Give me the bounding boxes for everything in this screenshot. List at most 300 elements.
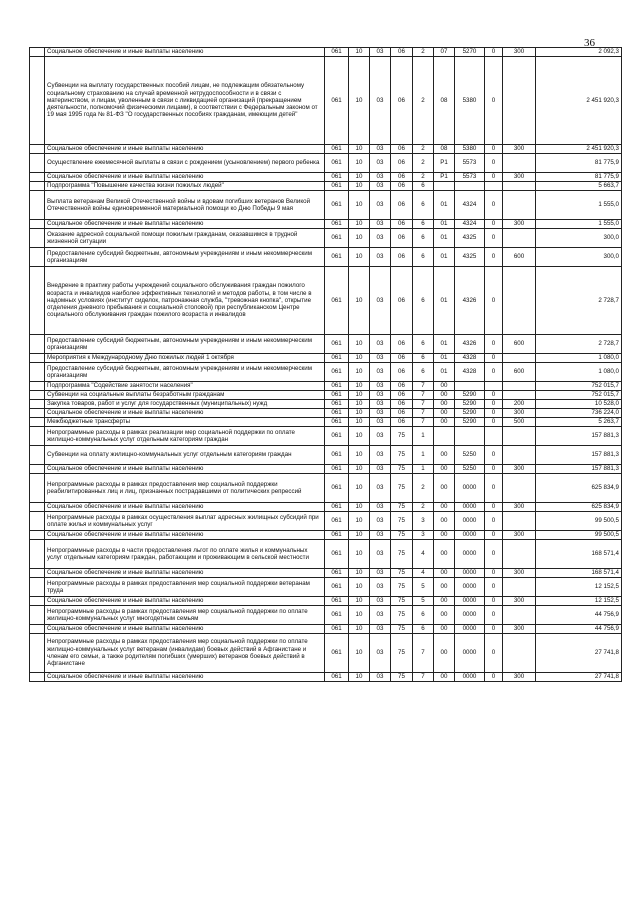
code-cell-6: 00 xyxy=(434,540,455,569)
code-cell-5: 2 xyxy=(413,173,434,182)
code-cell-6: 00 xyxy=(434,409,455,418)
code-cell-6: 01 xyxy=(434,229,455,248)
code-cell-7 xyxy=(455,427,485,446)
code-cell-6: 01 xyxy=(434,267,455,335)
code-cell-3: 03 xyxy=(370,597,391,606)
code-cell-3: 03 xyxy=(370,57,391,145)
code-cell-2: 10 xyxy=(349,597,370,606)
code-cell-2: 10 xyxy=(349,418,370,427)
table-row xyxy=(30,512,622,531)
row-number-cell xyxy=(30,597,45,606)
code-cell-7: 5290 xyxy=(455,400,485,409)
row-number-cell xyxy=(30,540,45,569)
table-row xyxy=(30,267,622,335)
code-cell-2: 10 xyxy=(349,248,370,267)
code-cell-9: 300 xyxy=(503,673,536,682)
code-cell-7: 0000 xyxy=(455,531,485,540)
code-cell-1: 061 xyxy=(325,503,349,512)
code-cell-5: 7 xyxy=(413,400,434,409)
expense-name-cell: Субвенции на оплату жилищно-коммунальных услуг отдельным категориям граждан xyxy=(45,446,325,465)
code-cell-6: 00 xyxy=(434,578,455,597)
code-cell-9: 300 xyxy=(503,531,536,540)
code-cell-6: 00 xyxy=(434,418,455,427)
row-number-cell xyxy=(30,465,45,474)
code-cell-1: 061 xyxy=(325,531,349,540)
table-row xyxy=(30,173,622,182)
code-cell-7: 5250 xyxy=(455,446,485,465)
table-row xyxy=(30,597,622,606)
code-cell-5: 1 xyxy=(413,465,434,474)
code-cell-9: 600 xyxy=(503,363,536,382)
code-cell-7: 0000 xyxy=(455,625,485,634)
expense-name-cell: Непрограммные расходы в рамках предоставления мер социальной поддержки по оплате жилищно-коммунальных услуг ветеранам (инвалидам) боевых действий в Афганистане и членам его семьи, а также родителям погибших (умерших) ветеранов боевых действий в Афганистане xyxy=(45,634,325,673)
code-cell-1: 061 xyxy=(325,267,349,335)
code-cell-6: 07 xyxy=(434,48,455,57)
code-cell-8: 0 xyxy=(485,578,503,597)
code-cell-5: 2 xyxy=(413,503,434,512)
amount-cell: 2 092,3 xyxy=(536,48,622,57)
code-cell-8: 0 xyxy=(485,503,503,512)
code-cell-8 xyxy=(485,182,503,191)
expense-name-cell: Предоставление субсидий бюджетным, автономным учреждениям и иным некоммерческим организациям xyxy=(45,248,325,267)
code-cell-2: 10 xyxy=(349,57,370,145)
amount-cell: 5 263,7 xyxy=(536,418,622,427)
expense-name-cell: Непрограммные расходы в рамках реализации мер социальной поддержки по оплате жилищно-коммунальных услуг отдельным категориям граждан xyxy=(45,427,325,446)
amount-cell: 1 555,0 xyxy=(536,220,622,229)
amount-cell: 44 756,9 xyxy=(536,625,622,634)
code-cell-8: 0 xyxy=(485,191,503,220)
code-cell-5: 6 xyxy=(413,191,434,220)
code-cell-3: 03 xyxy=(370,427,391,446)
code-cell-9: 300 xyxy=(503,597,536,606)
code-cell-7: 5290 xyxy=(455,391,485,400)
table-row xyxy=(30,182,622,191)
code-cell-1: 061 xyxy=(325,229,349,248)
row-number-cell xyxy=(30,512,45,531)
code-cell-6: 00 xyxy=(434,400,455,409)
code-cell-8: 0 xyxy=(485,354,503,363)
code-cell-4: 75 xyxy=(391,531,413,540)
code-cell-2: 10 xyxy=(349,427,370,446)
code-cell-4: 75 xyxy=(391,569,413,578)
code-cell-7: 0000 xyxy=(455,503,485,512)
expense-name-cell: Социальное обеспечение и иные выплаты населению xyxy=(45,597,325,606)
amount-cell: 625 834,9 xyxy=(536,474,622,503)
table-row xyxy=(30,418,622,427)
amount-cell: 1 555,0 xyxy=(536,191,622,220)
code-cell-9: 300 xyxy=(503,465,536,474)
code-cell-7: 5573 xyxy=(455,173,485,182)
code-cell-3: 03 xyxy=(370,154,391,173)
code-cell-5: 7 xyxy=(413,409,434,418)
code-cell-4: 75 xyxy=(391,503,413,512)
code-cell-8: 0 xyxy=(485,154,503,173)
row-number-cell xyxy=(30,363,45,382)
code-cell-4: 06 xyxy=(391,335,413,354)
table-row xyxy=(30,48,622,57)
code-cell-5: 5 xyxy=(413,597,434,606)
code-cell-7: 0000 xyxy=(455,606,485,625)
code-cell-4: 06 xyxy=(391,418,413,427)
table-row xyxy=(30,154,622,173)
code-cell-9: 300 xyxy=(503,569,536,578)
expense-name-cell: Предоставление субсидий бюджетным, автономным учреждениям и иным некоммерческим организациям xyxy=(45,363,325,382)
table-row xyxy=(30,446,622,465)
code-cell-2: 10 xyxy=(349,335,370,354)
row-number-cell xyxy=(30,625,45,634)
amount-cell: 1 080,0 xyxy=(536,363,622,382)
amount-cell: 2 451 920,3 xyxy=(536,145,622,154)
row-number-cell xyxy=(30,267,45,335)
code-cell-9: 300 xyxy=(503,503,536,512)
row-number-cell xyxy=(30,531,45,540)
row-number-cell xyxy=(30,182,45,191)
amount-cell: 2 728,7 xyxy=(536,335,622,354)
code-cell-1: 061 xyxy=(325,248,349,267)
code-cell-5: 2 xyxy=(413,474,434,503)
code-cell-3: 03 xyxy=(370,634,391,673)
expense-name-cell: Непрограммные расходы в рамках осуществления выплат адресных жилищных субсидий при оплате жилья и коммунальных услуг xyxy=(45,512,325,531)
expense-name-cell: Предоставление субсидий бюджетным, автономным учреждениям и иным некоммерческим организациям xyxy=(45,335,325,354)
code-cell-6: 01 xyxy=(434,191,455,220)
expense-name-cell: Социальное обеспечение и иные выплаты населению xyxy=(45,625,325,634)
code-cell-6: 01 xyxy=(434,363,455,382)
code-cell-8: 0 xyxy=(485,531,503,540)
expense-name-cell: Социальное обеспечение и иные выплаты населению xyxy=(45,48,325,57)
row-number-cell xyxy=(30,382,45,391)
amount-cell: 12 152,5 xyxy=(536,578,622,597)
code-cell-5: 2 xyxy=(413,145,434,154)
code-cell-7 xyxy=(455,382,485,391)
code-cell-2: 10 xyxy=(349,512,370,531)
code-cell-8: 0 xyxy=(485,474,503,503)
code-cell-9: 600 xyxy=(503,335,536,354)
expense-name-cell: Социальное обеспечение и иные выплаты населению xyxy=(45,145,325,154)
code-cell-3: 03 xyxy=(370,229,391,248)
expense-name-cell: Социальное обеспечение и иные выплаты населению xyxy=(45,220,325,229)
budget-table xyxy=(29,47,622,682)
code-cell-8: 0 xyxy=(485,597,503,606)
code-cell-1: 061 xyxy=(325,606,349,625)
amount-cell: 300,0 xyxy=(536,248,622,267)
amount-cell: 157 881,3 xyxy=(536,465,622,474)
amount-cell: 12 152,5 xyxy=(536,597,622,606)
code-cell-1: 061 xyxy=(325,363,349,382)
code-cell-1: 061 xyxy=(325,400,349,409)
code-cell-7: 5573 xyxy=(455,154,485,173)
code-cell-4: 75 xyxy=(391,597,413,606)
code-cell-9 xyxy=(503,446,536,465)
code-cell-5: 7 xyxy=(413,673,434,682)
code-cell-2: 10 xyxy=(349,220,370,229)
code-cell-5: 1 xyxy=(413,446,434,465)
code-cell-7: 0000 xyxy=(455,512,485,531)
code-cell-9 xyxy=(503,427,536,446)
code-cell-1: 061 xyxy=(325,145,349,154)
table-row xyxy=(30,391,622,400)
amount-cell: 27 741,8 xyxy=(536,634,622,673)
code-cell-4: 75 xyxy=(391,606,413,625)
code-cell-8: 0 xyxy=(485,625,503,634)
code-cell-4: 06 xyxy=(391,145,413,154)
code-cell-7: 4325 xyxy=(455,248,485,267)
expense-name-cell: Закупка товаров, работ и услуг для государственных (муниципальных) нужд xyxy=(45,400,325,409)
table-row xyxy=(30,229,622,248)
code-cell-4: 06 xyxy=(391,220,413,229)
expense-name-cell: Оказание адресной социальной помощи пожилым гражданам, оказавшимся в трудной жизненной ситуации xyxy=(45,229,325,248)
code-cell-7: 0000 xyxy=(455,673,485,682)
code-cell-1: 061 xyxy=(325,512,349,531)
code-cell-6: 00 xyxy=(434,446,455,465)
code-cell-9 xyxy=(503,606,536,625)
table-row xyxy=(30,427,622,446)
row-number-cell xyxy=(30,578,45,597)
code-cell-2: 10 xyxy=(349,48,370,57)
code-cell-8: 0 xyxy=(485,446,503,465)
code-cell-1: 061 xyxy=(325,154,349,173)
table-row xyxy=(30,400,622,409)
code-cell-5: 6 xyxy=(413,606,434,625)
code-cell-4: 06 xyxy=(391,48,413,57)
amount-cell: 99 500,5 xyxy=(536,531,622,540)
code-cell-2: 10 xyxy=(349,569,370,578)
row-number-cell xyxy=(30,191,45,220)
code-cell-3: 03 xyxy=(370,569,391,578)
code-cell-2: 10 xyxy=(349,673,370,682)
expense-name-cell: Мероприятия к Международному Дню пожилых людей 1 октября xyxy=(45,354,325,363)
code-cell-7: 4326 xyxy=(455,335,485,354)
code-cell-5: 6 xyxy=(413,248,434,267)
amount-cell: 168 571,4 xyxy=(536,569,622,578)
code-cell-3: 03 xyxy=(370,220,391,229)
amount-cell: 81 775,9 xyxy=(536,154,622,173)
code-cell-8: 0 xyxy=(485,267,503,335)
code-cell-9: 500 xyxy=(503,418,536,427)
table-row xyxy=(30,335,622,354)
code-cell-8: 0 xyxy=(485,634,503,673)
code-cell-4: 06 xyxy=(391,267,413,335)
code-cell-5: 6 xyxy=(413,267,434,335)
code-cell-4: 06 xyxy=(391,191,413,220)
code-cell-1: 061 xyxy=(325,597,349,606)
code-cell-6 xyxy=(434,182,455,191)
code-cell-8: 0 xyxy=(485,57,503,145)
code-cell-8: 0 xyxy=(485,418,503,427)
amount-cell: 81 775,9 xyxy=(536,173,622,182)
code-cell-3: 03 xyxy=(370,173,391,182)
expense-name-cell: Подпрограмма "Содействие занятости населения" xyxy=(45,382,325,391)
code-cell-1: 061 xyxy=(325,354,349,363)
code-cell-2: 10 xyxy=(349,154,370,173)
code-cell-3: 03 xyxy=(370,465,391,474)
amount-cell: 168 571,4 xyxy=(536,540,622,569)
code-cell-3: 03 xyxy=(370,335,391,354)
code-cell-4: 75 xyxy=(391,625,413,634)
code-cell-2: 10 xyxy=(349,267,370,335)
code-cell-2: 10 xyxy=(349,531,370,540)
code-cell-2: 10 xyxy=(349,634,370,673)
code-cell-2: 10 xyxy=(349,229,370,248)
code-cell-5: 6 xyxy=(413,625,434,634)
code-cell-7: 0000 xyxy=(455,578,485,597)
code-cell-1: 061 xyxy=(325,48,349,57)
code-cell-7: 5380 xyxy=(455,145,485,154)
code-cell-5: 2 xyxy=(413,57,434,145)
code-cell-9 xyxy=(503,354,536,363)
code-cell-5: 7 xyxy=(413,391,434,400)
table-row xyxy=(30,191,622,220)
code-cell-1: 061 xyxy=(325,625,349,634)
code-cell-4: 06 xyxy=(391,57,413,145)
code-cell-8: 0 xyxy=(485,673,503,682)
expense-name-cell: Выплата ветеранам Великой Отечественной войны и вдовам погибших ветеранов Великой Отечественной войны единовременной материальной помощи ко Дню Победы 9 мая xyxy=(45,191,325,220)
table-row xyxy=(30,382,622,391)
amount-cell: 2 728,7 xyxy=(536,267,622,335)
code-cell-9 xyxy=(503,267,536,335)
code-cell-3: 03 xyxy=(370,540,391,569)
code-cell-2: 10 xyxy=(349,540,370,569)
code-cell-4: 75 xyxy=(391,673,413,682)
code-cell-1: 061 xyxy=(325,673,349,682)
amount-cell: 1 080,0 xyxy=(536,354,622,363)
row-number-cell xyxy=(30,154,45,173)
code-cell-2: 10 xyxy=(349,391,370,400)
code-cell-6: 01 xyxy=(434,335,455,354)
code-cell-8: 0 xyxy=(485,363,503,382)
table-row xyxy=(30,145,622,154)
code-cell-8 xyxy=(485,382,503,391)
code-cell-2: 10 xyxy=(349,145,370,154)
code-cell-6: 00 xyxy=(434,673,455,682)
code-cell-8: 0 xyxy=(485,465,503,474)
code-cell-7: 4328 xyxy=(455,363,485,382)
expense-name-cell: Социальное обеспечение и иные выплаты населению xyxy=(45,673,325,682)
row-number-cell xyxy=(30,569,45,578)
code-cell-3: 03 xyxy=(370,191,391,220)
row-number-cell xyxy=(30,391,45,400)
code-cell-2: 10 xyxy=(349,503,370,512)
row-number-cell xyxy=(30,220,45,229)
code-cell-6: 00 xyxy=(434,634,455,673)
expense-name-cell: Субвенции на выплату государственных пособий лицам, не подлежащим обязательному социальному страхованию на случай временной нетрудоспособности и в связи с материнством, и лицам, уволенным в связи с ликвидацией организаций (прекращением деятельности, полномочий физическими лицами), в соответствии с Федеральным законом от 19 мая 1995 года № 81-ФЗ "О государственных пособиях гражданам, имеющим детей" xyxy=(45,57,325,145)
code-cell-1: 061 xyxy=(325,569,349,578)
table-row xyxy=(30,465,622,474)
code-cell-9: 300 xyxy=(503,220,536,229)
expense-name-cell: Социальное обеспечение и иные выплаты населению xyxy=(45,173,325,182)
code-cell-6: 00 xyxy=(434,569,455,578)
code-cell-9: 300 xyxy=(503,625,536,634)
code-cell-5: 7 xyxy=(413,418,434,427)
table-row xyxy=(30,409,622,418)
amount-cell: 27 741,8 xyxy=(536,673,622,682)
code-cell-1: 061 xyxy=(325,57,349,145)
row-number-cell xyxy=(30,606,45,625)
code-cell-3: 03 xyxy=(370,354,391,363)
amount-cell: 10 528,0 xyxy=(536,400,622,409)
code-cell-7: 0000 xyxy=(455,634,485,673)
row-number-cell xyxy=(30,57,45,145)
amount-cell: 736 224,0 xyxy=(536,409,622,418)
code-cell-6: 01 xyxy=(434,220,455,229)
code-cell-7: 5380 xyxy=(455,57,485,145)
code-cell-6: P1 xyxy=(434,154,455,173)
code-cell-7: 0000 xyxy=(455,540,485,569)
code-cell-8: 0 xyxy=(485,540,503,569)
expense-name-cell: Непрограммные расходы в рамках предоставления мер социальной поддержки ветеранам труда xyxy=(45,578,325,597)
code-cell-5: 6 xyxy=(413,182,434,191)
code-cell-3: 03 xyxy=(370,248,391,267)
code-cell-5: 6 xyxy=(413,354,434,363)
code-cell-9: 600 xyxy=(503,248,536,267)
code-cell-1: 061 xyxy=(325,220,349,229)
code-cell-9 xyxy=(503,191,536,220)
code-cell-2: 10 xyxy=(349,446,370,465)
table-row xyxy=(30,363,622,382)
code-cell-7: 4325 xyxy=(455,229,485,248)
code-cell-9: 300 xyxy=(503,48,536,57)
code-cell-7: 5250 xyxy=(455,465,485,474)
expense-name-cell: Межбюджетные трансферты xyxy=(45,418,325,427)
row-number-cell xyxy=(30,673,45,682)
code-cell-9: 300 xyxy=(503,409,536,418)
code-cell-5: 6 xyxy=(413,229,434,248)
table-row xyxy=(30,673,622,682)
code-cell-8: 0 xyxy=(485,391,503,400)
code-cell-9 xyxy=(503,57,536,145)
code-cell-3: 03 xyxy=(370,409,391,418)
code-cell-3: 03 xyxy=(370,625,391,634)
code-cell-2: 10 xyxy=(349,354,370,363)
expense-name-cell: Социальное обеспечение и иные выплаты населению xyxy=(45,569,325,578)
code-cell-8 xyxy=(485,427,503,446)
code-cell-3: 03 xyxy=(370,267,391,335)
code-cell-6 xyxy=(434,427,455,446)
expense-name-cell: Непрограммные расходы в рамках предоставления мер социальной поддержки по оплате жилищно-коммунальных услуг многодетным семьям xyxy=(45,606,325,625)
page-number: 36 xyxy=(584,37,595,49)
code-cell-5: 6 xyxy=(413,335,434,354)
code-cell-7: 0000 xyxy=(455,569,485,578)
row-number-cell xyxy=(30,418,45,427)
code-cell-7: 4324 xyxy=(455,220,485,229)
code-cell-8: 0 xyxy=(485,48,503,57)
code-cell-6: 00 xyxy=(434,391,455,400)
code-cell-1: 061 xyxy=(325,446,349,465)
code-cell-7: 5290 xyxy=(455,409,485,418)
code-cell-8: 0 xyxy=(485,606,503,625)
code-cell-8: 0 xyxy=(485,409,503,418)
code-cell-1: 061 xyxy=(325,465,349,474)
code-cell-4: 06 xyxy=(391,154,413,173)
code-cell-9 xyxy=(503,382,536,391)
code-cell-4: 06 xyxy=(391,248,413,267)
code-cell-6: 01 xyxy=(434,248,455,267)
amount-cell: 5 663,7 xyxy=(536,182,622,191)
code-cell-3: 03 xyxy=(370,512,391,531)
code-cell-3: 03 xyxy=(370,382,391,391)
code-cell-3: 03 xyxy=(370,145,391,154)
code-cell-4: 06 xyxy=(391,391,413,400)
table-row xyxy=(30,474,622,503)
table-row xyxy=(30,354,622,363)
row-number-cell xyxy=(30,409,45,418)
table-row xyxy=(30,540,622,569)
code-cell-7 xyxy=(455,182,485,191)
code-cell-4: 06 xyxy=(391,363,413,382)
code-cell-2: 10 xyxy=(349,173,370,182)
code-cell-6: 00 xyxy=(434,465,455,474)
code-cell-3: 03 xyxy=(370,474,391,503)
code-cell-4: 06 xyxy=(391,173,413,182)
